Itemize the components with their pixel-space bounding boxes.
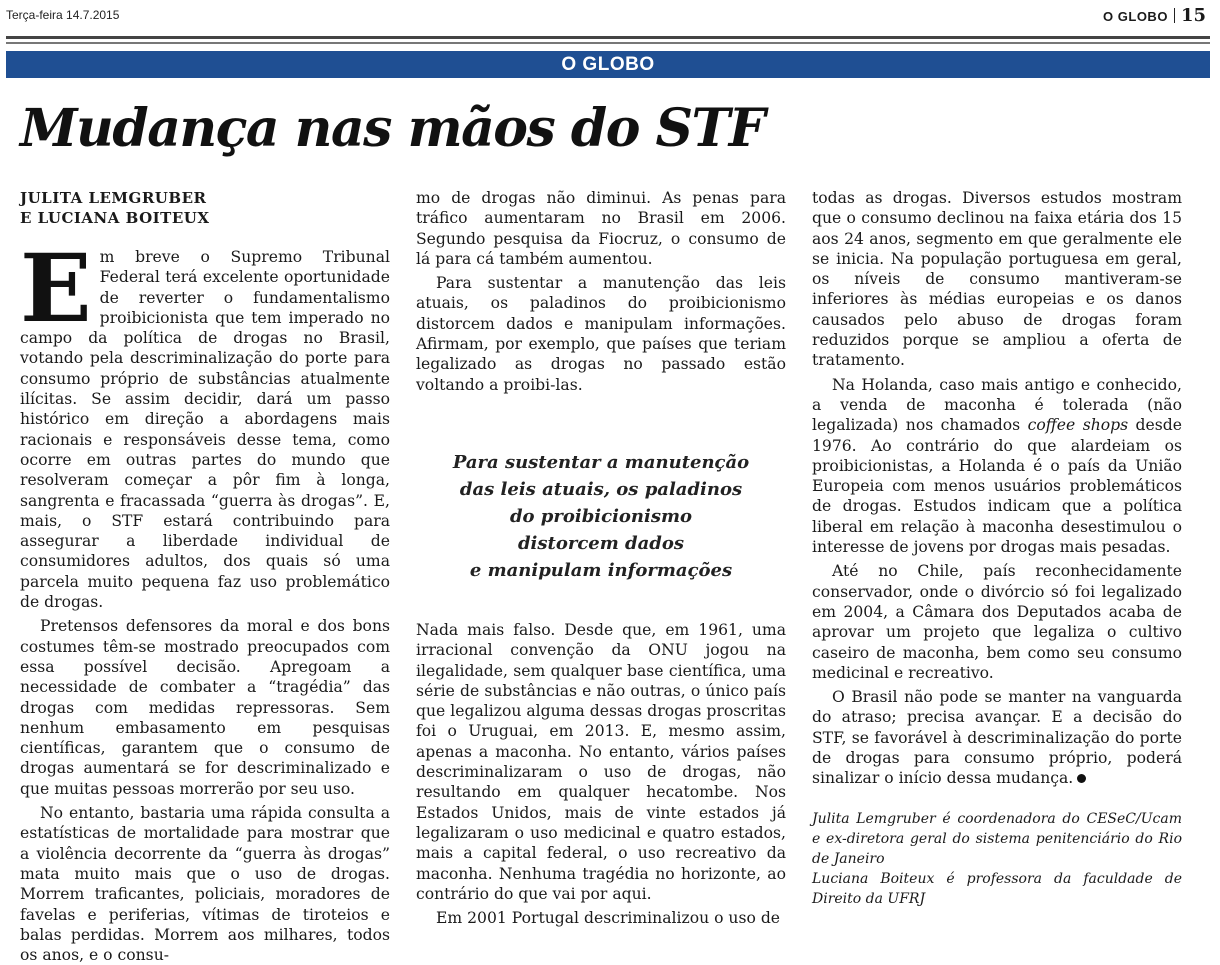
body-paragraph: Em 2001 Portugal descriminalizou o uso de <box>436 909 781 928</box>
coffee-shops-term: coffee shops <box>1027 416 1129 435</box>
header-rule <box>6 36 1210 39</box>
issue-date: Terça-feira 14.7.2015 <box>6 8 120 22</box>
page-masthead <box>1103 5 1206 26</box>
article-headline: Mudança nas mãos do STF <box>20 98 765 159</box>
author-bio-line: Julita Lemgruber é coordenadora do CESeC/Ucam e ex-diretora geral do sistema penitenciário do Rio de Janeiro <box>812 810 1182 867</box>
article-column-2 <box>416 188 786 928</box>
page-number: 15 <box>1180 5 1206 26</box>
body-paragraph: mo de drogas não diminui. As penas para tráfico aumentaram no Brasil em 2006. Segundo pesquisa da Fiocruz, o consumo de lá para cá também aumentou. <box>416 189 786 268</box>
pull-quote-line: do proibicionismo <box>509 505 693 527</box>
pull-quote <box>416 449 786 584</box>
closing-text: O Brasil não pode se manter na vanguarda do atraso; precisa avançar. E a decisão do STF, se favorável à descriminalização do porte de drogas para consumo próprio, poderá sinalizar o início dessa mudança. <box>812 688 1182 788</box>
body-paragraph: No entanto, bastaria uma rápida consulta a estatísticas de mortalidade para mostrar que a violência decorrente da “guerra às drogas” mata muito mais que o uso de drogas. Morrem traficantes, policiais, moradores de favelas e periferias, vítimas de tiroteios e balas perdidas. Morrem aos milhares, todos os anos, e o consu- <box>20 804 390 965</box>
article-column-1 <box>20 188 390 965</box>
article-column-3 <box>812 188 1182 909</box>
masthead-divider <box>1174 8 1175 23</box>
holanda-text: Na Holanda, caso mais antigo e conhecido, a venda de maconha é tolerada (não legalizada) nos chamados <box>812 375 1182 435</box>
author-bio <box>812 809 1182 909</box>
end-mark-icon <box>1077 774 1086 783</box>
lead-paragraph <box>20 234 390 612</box>
holanda-text-end: desde 1976. Ao contrário do que alardeiam os proibicionistas, a Holanda é o país da União Europeia com menos usuários problemáticos de drogas. Estudos indicam que a política liberal em relação à maconha desestimulou o interesse de jovens por drogas mais pesadas. <box>812 416 1182 557</box>
pull-quote-line: e manipulam informações <box>469 559 733 581</box>
newspaper-name: O GLOBO <box>1103 9 1168 24</box>
lead-text: m breve o Supremo Tribunal Federal terá excelente oportunidade de reverter o fundamentalismo proibicionista que tem imperado no campo da política de drogas no Brasil, votando pela descriminalização do porte para consumo próprio de substâncias atualmente ilícitas. Se assim decidir, dará um passo histórico em direção a abordagens mais racionais e responsáveis desse tema, como ocorre em outras partes do mundo que resolveram começar a pôr fim à longa, sangrenta e fracassada “guerra às drogas”. E, mais, o STF estará contribuindo para assegurar a liberdade individual de consumidores adultos, dos quais só uma parcela muito pequena faz uso problemático de drogas. <box>20 248 390 612</box>
author-line-2: E LUCIANA BOITEUX <box>20 209 210 227</box>
header-rule-thin <box>6 42 1210 44</box>
pull-quote-line: das leis atuais, os paladinos <box>459 478 743 500</box>
body-paragraph: todas as drogas. Diversos estudos mostram que o consumo declinou na faixa etária dos 15 aos 24 anos, segmento em que geralmente ele se inicia. Na população portuguesa em geral, os níveis de consumo mantiveram-se inferiores às médias europeias e os danos causados pelo abuso de drogas foram reduzidos porque se ampliou a oferta de tratamento. <box>812 189 1182 370</box>
section-band: O GLOBO <box>6 51 1210 78</box>
author-bio-line: Luciana Boiteux é professora da faculdade de Direito da UFRJ <box>812 870 1182 907</box>
body-paragraph: Nada mais falso. Desde que, em 1961, uma irracional convenção da ONU jogou na ilegalidade, sem qualquer base científica, uma série de substâncias e não outras, o único país que legalizou alguma dessas drogas proscritas foi o Uruguai, em 2013. E, mesmo assim, apenas a maconha. No entanto, vários países descriminalizaram o uso de drogas, não resultando em qualquer hecatombe. Nos Estados Unidos, mais de vinte estados já legalizaram o uso medicinal e quatro estados, mais a capital federal, o uso recreativo da maconha. Nenhuma tragédia no horizonte, ao contrário do que vai por aqui. <box>416 620 786 903</box>
body-paragraph: Pretensos defensores da moral e dos bons costumes têm-se mostrado preocupados com essa possível decisão. Apregoam a necessidade de combater a “tragédia” das drogas com medidas repressoras. Sem nenhum embasamento em pesquisas científicas, garantem que o consumo de drogas aumentará se for descriminalizado e que muitas pessoas morrerão por seu uso. <box>20 617 390 798</box>
pull-quote-line: distorcem dados <box>517 532 685 554</box>
byline <box>20 188 390 228</box>
body-paragraph: Até no Chile, país reconhecidamente conservador, onde o divórcio só foi legalizado em 2004, a Câmara dos Deputados acaba de aprovar um projeto que legaliza o cultivo caseiro de maconha, bem como seu consumo medicinal e recreativo. <box>812 562 1182 682</box>
body-paragraph: Para sustentar a manutenção das leis atuais, os paladinos do proibicionismo distorcem dados e manipulam informações. Afirmam, por exemplo, que países que teriam legalizado as drogas no passado estão voltando a proibi-las. <box>416 274 786 394</box>
closing-paragraph <box>812 687 1182 788</box>
body-paragraph-holanda <box>812 375 1182 558</box>
drop-cap: E <box>20 234 92 344</box>
author-line-1: JULITA LEMGRUBER <box>20 189 207 207</box>
pull-quote-line: Para sustentar a manutenção <box>452 451 750 473</box>
